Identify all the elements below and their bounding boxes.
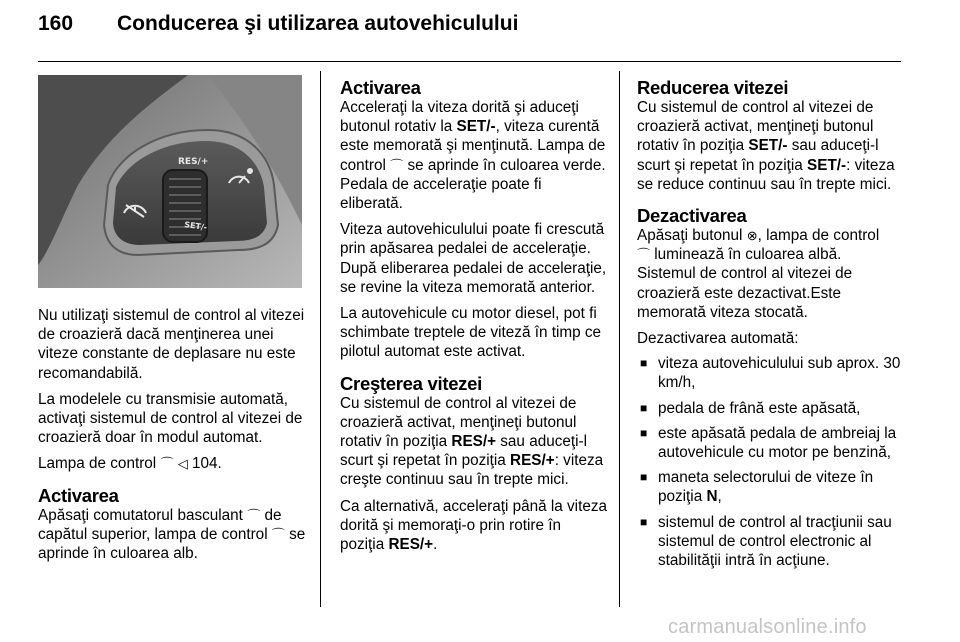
cruise-cancel-icon: ⊗ [746, 228, 758, 244]
page-reference-icon: ◁ [177, 456, 188, 472]
column-1 [38, 306, 308, 563]
cruise-control-lamp-icon: ⌒ [390, 157, 404, 173]
section-heading-decrease: Reducerea vitezei [637, 77, 789, 98]
auto-deactivation-list [637, 354, 903, 570]
section-heading-increase: Creşterea vitezei [340, 372, 482, 394]
warning-paragraph: Nu utilizaţi sistemul de control al vitezei de croazieră dacă menţinerea unei viteze constante de deplasare nu este recomandabilă. [38, 307, 305, 382]
diesel-paragraph: La autovehicule cu motor diesel, pot fi schimbate treptele de viteză în timp ce pilotul automat este activat. [340, 305, 602, 361]
activation-paragraph: Apăsaţi comutatorul basculant ⌒ de capătul superior, lampa de control ⌒ se aprinde în culoarea alb. [38, 506, 306, 563]
watermark[interactable]: carmanualsonline.info [668, 616, 867, 638]
list-item: ■ sistemul de control al tracţiunii sau sistemul de control electronic al stabilităţii intră în acţiune. [637, 513, 903, 571]
cruise-control-lamp-icon: ⌒ [160, 456, 174, 472]
list-item: ■ maneta selectorului de viteze în poziţia N, [637, 468, 903, 506]
steering-wheel-controls-figure [38, 75, 302, 288]
column-divider-2 [619, 71, 620, 607]
control-lamp-ref: Lampa de control ⌒ ◁ 104. [38, 455, 222, 473]
list-item: ■ este apăsată pedala de ambreiaj la autovehicule cu motor pe benzină, [637, 424, 903, 462]
column-divider-1 [320, 71, 321, 607]
cruise-control-lamp-icon: ⌒ [247, 507, 261, 523]
accelerator-paragraph: Viteza autovehiculului poate fi crescută prin apăsarea pedalei de acceleraţie. După eliberarea pedalei de acceleraţie, se revine la viteza memorată anterior. [340, 221, 607, 296]
list-item: ■ pedala de frână este apăsată, [637, 399, 903, 418]
decrease-paragraph: Cu sistemul de control al vitezei de croazieră activat, menţineţi butonul rotativ în poziţia SET/- sau aduceţi-l scurt şi repetat în poziţia SET/-: viteza se reduce continuu sau în trepte mici. [637, 99, 895, 193]
header-rule [38, 61, 901, 62]
deactivation-paragraph: Apăsaţi butonul ⊗, lampa de control ⌒ luminează în culoarea albă. Sistemul de control al vitezei de croazieră este dezactivat.Este memorată viteza stocată. [637, 227, 880, 321]
section-heading-activation-2: Activarea [340, 77, 421, 98]
auto-deactivation-heading: Dezactivarea automată: [637, 330, 799, 348]
res-label: RES/+ [178, 157, 209, 167]
page-title: Conducerea şi utilizarea autovehiculului [117, 12, 519, 35]
automatic-paragraph: La modelele cu transmisie automată, activaţi sistemul de control al vitezei de croazieră doar în modul automat. [38, 390, 303, 447]
activation-set-paragraph: Acceleraţi la viteza dorită şi aduceţi butonul rotativ la SET/-, viteza curentă este memorată şi menţinută. Lampa de control ⌒ se aprinde în culoarea verde. Pedala de acceleraţie poate fi eliberată. [340, 99, 606, 213]
cruise-control-lamp-icon: ⌒ [637, 247, 651, 263]
set-label: SET/- [183, 220, 208, 233]
section-heading-deactivation: Dezactivarea [637, 205, 747, 227]
cruise-control-lamp-icon: ⌒ [271, 526, 285, 542]
list-item: ■ viteza autovehiculului sub aprox. 30 km/h, [637, 354, 903, 392]
page-number: 160 [38, 12, 74, 35]
section-heading-activation: Activarea [38, 484, 119, 506]
column-3 [637, 78, 903, 576]
column-2 [340, 78, 608, 554]
alternative-paragraph: Ca alternativă, acceleraţi până la viteza dorită şi memoraţi-o prin rotire în poziţia RES/+. [340, 497, 607, 554]
increase-paragraph: Cu sistemul de control al vitezei de croazieră activat, menţineţi butonul rotativ în poziţia RES/+ sau aduceţi-l scurt şi repetat în poziţia RES/+: viteza creşte continuu sau în trepte mici. [340, 394, 604, 489]
